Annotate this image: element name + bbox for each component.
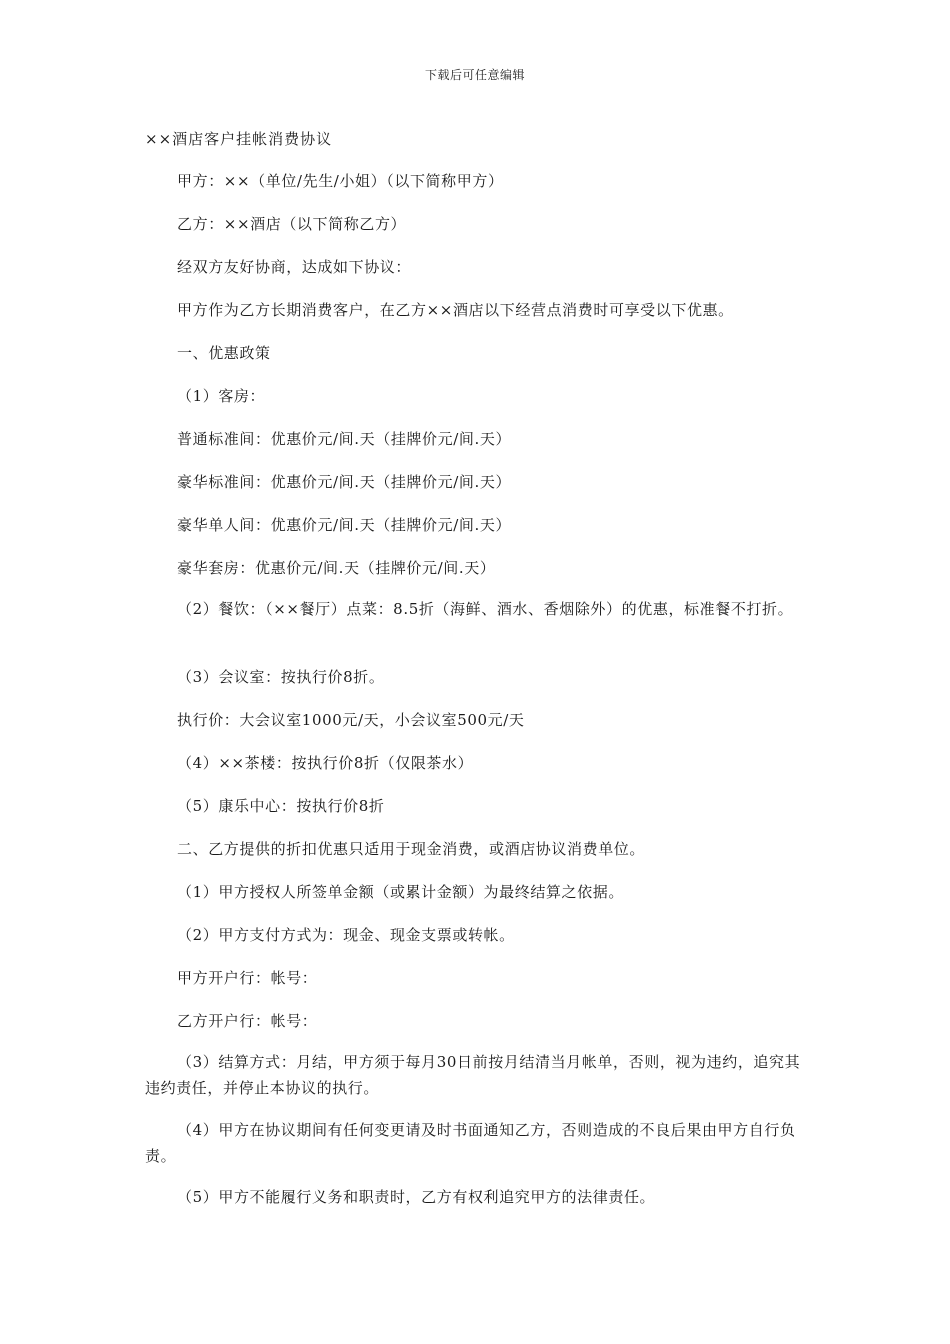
paragraph-party-a-bank: 甲方开户行：帐号： [177, 969, 318, 987]
paragraph-change-notice: （4）甲方在协议期间有任何变更请及时书面通知乙方，否则造成的不良后果由甲方自行负责。 [145, 1121, 796, 1165]
paragraph-dining: （2）餐饮：（××餐厅）点菜：8.5折（海鲜、酒水、香烟除外）的优惠，标准餐不打折。 [177, 600, 794, 618]
paragraph-payment-method: （2）甲方支付方式为：现金、现金支票或转帐。 [177, 926, 515, 944]
paragraph-meeting-room: （3）会议室：按执行价8折。 [177, 668, 385, 686]
paragraph-party-b-bank: 乙方开户行：帐号： [177, 1012, 318, 1030]
paragraph-deluxe-suite: 豪华套房：优惠价元/间.天（挂牌价元/间.天） [177, 559, 496, 577]
paragraph-party-a: 甲方：××（单位/先生/小姐）（以下简称甲方） [177, 172, 504, 190]
paragraph-rooms: （1）客房： [177, 387, 266, 405]
paragraph-deluxe-single-room: 豪华单人间：优惠价元/间.天（挂牌价元/间.天） [177, 516, 512, 534]
paragraph-agreement-intro: 经双方友好协商，达成如下协议： [177, 258, 412, 276]
paragraph-deluxe-standard-room: 豪华标准间：优惠价元/间.天（挂牌价元/间.天） [177, 473, 512, 491]
section-heading-discount-policy: 一、优惠政策 [177, 344, 271, 362]
paragraph-party-b: 乙方：××酒店（以下简称乙方） [177, 215, 407, 233]
paragraph-legal-liability: （5）甲方不能履行义务和职责时，乙方有权利追究甲方的法律责任。 [177, 1188, 656, 1206]
paragraph-settlement-basis: （1）甲方授权人所签单金额（或累计金额）为最终结算之依据。 [177, 883, 624, 901]
document-title: ××酒店客户挂帐消费协议 [145, 130, 333, 148]
paragraph-recreation-center: （5）康乐中心：按执行价8折 [177, 797, 385, 815]
paragraph-execution-price: 执行价：大会议室1000元/天，小会议室500元/天 [177, 711, 525, 729]
paragraph-standard-room: 普通标准间：优惠价元/间.天（挂牌价元/间.天） [177, 430, 512, 448]
section-heading-discount-scope: 二、乙方提供的折扣优惠只适用于现金消费，或酒店协议消费单位。 [177, 840, 646, 858]
header-note: 下载后可任意编辑 [424, 68, 525, 82]
paragraph-settlement-terms: （3）结算方式：月结，甲方须于每月30日前按月结清当月帐单，否则，视为违约，追究其违约责任，并停止本协议的执行。 [145, 1053, 801, 1097]
paragraph-long-term-client: 甲方作为乙方长期消费客户，在乙方××酒店以下经营点消费时可享受以下优惠。 [177, 301, 734, 319]
paragraph-teahouse: （4）××茶楼：按执行价8折（仅限茶水） [177, 754, 474, 772]
